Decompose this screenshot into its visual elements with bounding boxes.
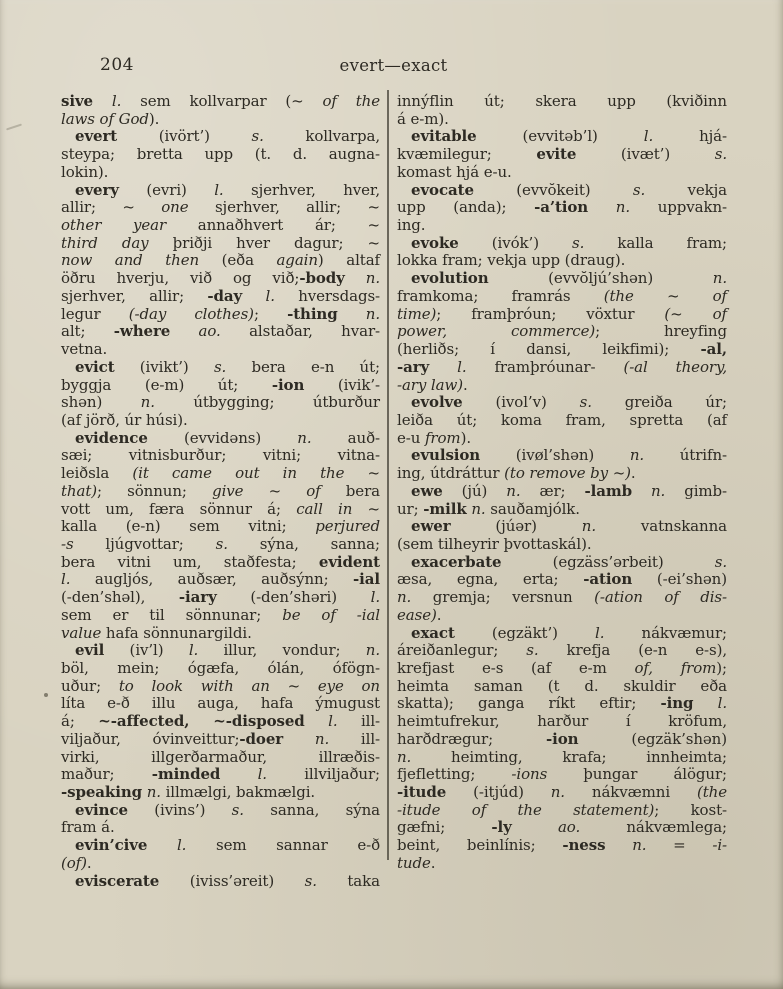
dictionary-line: alt; -where ao. alstaðar, hvar- [61, 322, 380, 341]
dictionary-line: -speaking n. illmælgi, bakmælgi. [61, 783, 316, 802]
dictionary-line: ease). [397, 605, 442, 624]
dictionary-line: gæfni; -ly ao. nákvæmlega; [397, 818, 727, 837]
dictionary-line: evoke (ivók’) s. kalla fram; [411, 233, 727, 252]
dictionary-line: -itude (-itjúd) n. nákvæmni (the [397, 783, 727, 802]
dictionary-line: power, commerce); hreyfing [397, 322, 727, 341]
dictionary-line: (-den’shəl), -iary (-den’shəri) l. [61, 588, 380, 607]
dictionary-line: l. augljós, auðsær, auðsýnn; -ial [61, 570, 380, 589]
dictionary-line: exact (egzäkt’) l. nákvæmur; [411, 623, 727, 642]
dictionary-line: ur; -milk n. sauðamjólk. [397, 499, 580, 518]
dictionary-line: n. gremja; versnun (-ation of dis- [397, 588, 727, 607]
dictionary-line: value hafa sönnunargildi. [61, 623, 252, 642]
dictionary-line: (of). [61, 853, 92, 872]
dictionary-line: every (evri) l. sjerhver, hver, [75, 180, 380, 199]
left-column [61, 93, 380, 890]
dictionary-line: ing. [397, 216, 426, 235]
dictionary-line: kalla (e-n) sem vitni; perjured [61, 517, 380, 536]
dictionary-line: now and then (eða again) altaf [61, 251, 380, 270]
dictionary-line: evict (ivikt’) s. bera e-n út; [75, 357, 380, 376]
dictionary-line: evulsion (ivøl’shən) n. útrifn- [411, 446, 727, 465]
dictionary-line: -ary law). [397, 375, 468, 394]
dictionary-line: steypa; bretta upp (t. d. augna- [61, 145, 380, 164]
dictionary-line: framkoma; framrás (the ~ of [397, 286, 727, 305]
paper-speck [96, 312, 99, 315]
running-head: evert—exact [339, 56, 448, 75]
column-divider [387, 90, 389, 860]
dictionary-line: -ary l. framþróunar- (-al theory, [397, 357, 727, 376]
dictionary-line: komast hjá e-u. [397, 162, 512, 181]
right-column [397, 93, 727, 873]
page-number: 204 [100, 55, 134, 75]
dictionary-line: leiðsla (it came out in the ~ [61, 464, 380, 483]
dictionary-line: innýflin út; skera upp (kviðinn [397, 92, 727, 110]
dictionary-line: harðdrægur; -ion (egzäk’shən) [397, 729, 727, 748]
dictionary-line: sjerhver, allir; -day l. hversdags- [61, 286, 381, 305]
dictionary-line: legur (-day clothes); -thing n. [61, 304, 381, 323]
dictionary-line: skatta); ganga ríkt eftir; -ing l. [397, 694, 727, 713]
dictionary-line: time); framþróun; vöxtur (~ of [397, 304, 727, 323]
dictionary-line: (af jörð, úr húsi). [61, 410, 188, 429]
paper-pencil-mark [6, 124, 22, 131]
dictionary-line: evil (iv’l) l. illur, vondur; n. [75, 641, 381, 660]
dictionary-line: sive l. sem kollvarpar (~ of the [61, 92, 380, 110]
dictionary-line: maður; -minded l. illviljaður; [61, 765, 380, 784]
dictionary-line: (herliðs; í dansi, leikfimi); -al, [397, 340, 727, 359]
dictionary-line: evidence (evvidəns) n. auð- [75, 428, 380, 447]
dictionary-line: evocate (evvŏkeit) s. vekja [411, 180, 727, 199]
dictionary-line: upp (anda); -a’tion n. uppvakn- [397, 198, 727, 217]
dictionary-line: sem er til sönnunar; be of -ial [61, 605, 380, 624]
dictionary-line: æsa, egna, erta; -ation (-ei’shən) [397, 570, 727, 589]
dictionary-line: á; ~-affected, ~-disposed l. ill- [61, 712, 381, 731]
dictionary-line: fram á. [61, 818, 115, 837]
dictionary-line: -s ljúgvottar; s. sýna, sanna; [61, 534, 380, 553]
dictionary-line: evolve (ivol’v) s. greiða úr; [411, 393, 727, 412]
dictionary-line: heimtufrekur, harður í kröfum, [397, 712, 727, 731]
paper-speck [44, 693, 48, 697]
dictionary-line: evitable (evvitəb’l) l. hjá- [411, 127, 727, 146]
dictionary-line: allir; ~ one sjerhver, allir; ~ [61, 198, 380, 217]
dictionary-line: byggja (e-m) út; -ion (ivik’- [61, 375, 380, 394]
dictionary-line: tude. [397, 853, 436, 872]
dictionary-line: other year annaðhvert ár; ~ [61, 216, 381, 235]
dictionary-line: -itude of the statement); kost- [397, 800, 727, 819]
dictionary-line: leiða út; koma fram, spretta (af [397, 410, 727, 429]
dictionary-line: (sem tilheyrir þvottaskál). [397, 534, 592, 553]
dictionary-line: böl, mein; ógæfa, ólán, ófögn- [61, 659, 380, 677]
dictionary-line: öðru hverju, við og við;-body n. [61, 269, 380, 288]
dictionary-line: ing, útdráttur (to remove by ~). [397, 464, 636, 483]
dictionary-line: fjefletting; -ions þungar álögur; [397, 765, 728, 784]
dictionary-line: bera vitni um, staðfesta; evident [61, 552, 380, 571]
dictionary-line: á e-m). [397, 109, 449, 128]
dictionary-line: evert (ivört’) s. kollvarpa, [75, 127, 380, 146]
dictionary-line: lokka fram; vekja upp (draug). [397, 251, 626, 270]
dictionary-line: áreiðanlegur; s. krefja (e-n e-s), [397, 641, 727, 660]
dictionary-line: virki, illgerðarmaður, illræðis- [61, 747, 380, 766]
dictionary-line: e-u from). [397, 428, 471, 447]
dictionary-line: laws of God). [61, 109, 160, 128]
dictionary-line: evolution (evvŏljú’shən) n. [411, 269, 727, 288]
dictionary-line: ewe (jú) n. ær; -lamb n. gimb- [411, 481, 728, 500]
dictionary-line: beint, beinlínis; -ness n. = -i- [397, 836, 728, 855]
dictionary-line: líta e-ð illu auga, hafa ýmugust [61, 694, 380, 713]
dictionary-line: that); sönnun; give ~ of bera [61, 481, 380, 500]
dictionary-line: evince (ivins’) s. sanna, sýna [75, 800, 380, 819]
dictionary-line: shən) n. útbygging; útburður [61, 393, 380, 412]
dictionary-line: vott um, færa sönnur á; call in ~ [61, 499, 381, 518]
dictionary-line: third day þriðji hver dagur; ~ [61, 233, 380, 252]
dictionary-line: ewer (júər) n. vatnskanna [411, 517, 727, 536]
dictionary-line: viljaður, óvinveittur;-doer n. ill- [61, 729, 380, 748]
dictionary-line: lokin). [61, 162, 109, 181]
dictionary-line: eviscerate (iviss’əreit) s. taka [75, 871, 380, 890]
dictionary-line: evin’cive l. sem sannar e-ð [75, 836, 381, 855]
dictionary-line: exacerbate (egzäss’ərbeit) s. [411, 552, 727, 571]
dictionary-line: sæi; vitnisburður; vitni; vitna- [61, 446, 380, 465]
dictionary-line: heimta saman (t d. skuldir eða [397, 676, 727, 695]
dictionary-line: kvæmilegur; evite (ivæt’) s. [397, 145, 727, 164]
dictionary-line: uður; to look with an ~ eye on [61, 676, 380, 695]
dictionary-line: krefjast e-s (af e-m of, from); [397, 659, 728, 677]
dictionary-line: n. heimting, krafa; innheimta; [397, 747, 727, 766]
dictionary-line: vetna. [61, 340, 108, 359]
